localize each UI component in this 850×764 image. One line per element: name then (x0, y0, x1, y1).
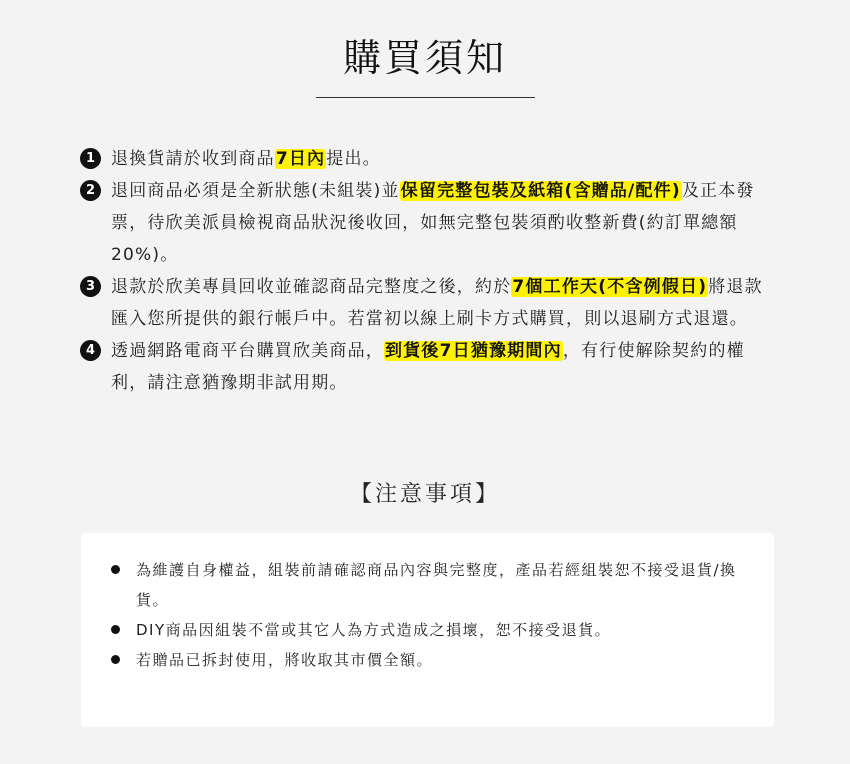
notice-title: 【注意事項】 (349, 482, 500, 507)
rule-1-highlight: 7日內 (275, 149, 326, 169)
notice-item-text: DIY商品因組裝不當或其它人為方式造成之損壞，恕不接受退貨。 (136, 621, 612, 639)
notice-item-text: 若贈品已拆封使用，將收取其市價全額。 (136, 651, 434, 669)
page-title: 購買須知 (342, 36, 507, 80)
number-4-icon: 4 (80, 340, 101, 361)
bullet-icon (111, 565, 120, 574)
number-3-icon: 3 (80, 276, 101, 297)
rule-2-highlight: 保留完整包裝及紙箱(含贈品/配件) (400, 181, 681, 201)
rule-3-text: 退款於欣美專員回收並確認商品完整度之後，約於 (111, 277, 512, 297)
rule-item-2 (80, 175, 780, 271)
rule-1-text-end: 提出。 (326, 149, 381, 169)
rule-4-text: 透過網路電商平台購買欣美商品， (111, 341, 384, 361)
number-1-icon: 1 (80, 148, 101, 169)
rule-item-1 (80, 143, 780, 175)
rule-item-4 (80, 335, 780, 399)
bullet-icon (111, 655, 120, 664)
notice-list (111, 555, 751, 675)
number-2-icon: 2 (80, 180, 101, 201)
notice-item (111, 645, 751, 675)
notice-item (111, 555, 751, 615)
rule-4-highlight: 到貨後7日猶豫期間內 (385, 341, 562, 361)
purchase-rules-list (80, 143, 780, 399)
rule-2-text: 退回商品必須是全新狀態(未組裝)並 (111, 181, 400, 201)
notice-item-text: 為維護自身權益，組裝前請確認商品內容與完整度，產品若經組裝恕不接受退貨/換貨。 (136, 561, 737, 609)
rule-4-text-end: ，有行使解除契約的權利，請注意猶豫期非試用期。 (111, 341, 745, 393)
rule-item-3 (80, 271, 780, 335)
rule-1-text: 退換貨請於收到商品 (111, 149, 275, 169)
rule-3-highlight: 7個工作天(不含例假日) (512, 277, 708, 297)
notice-box (81, 533, 774, 727)
notice-item (111, 615, 751, 645)
title-divider (316, 97, 535, 98)
bullet-icon (111, 625, 120, 634)
rule-2-text-end: 及正本發票，待欣美派員檢視商品狀況後收回，如無完整包裝須酌收整新費(約訂單總額20%)。 (111, 181, 755, 265)
rule-3-text-end: 將退款匯入您所提供的銀行帳戶中。若當初以線上刷卡方式購買，則以退刷方式退還。 (111, 277, 763, 329)
